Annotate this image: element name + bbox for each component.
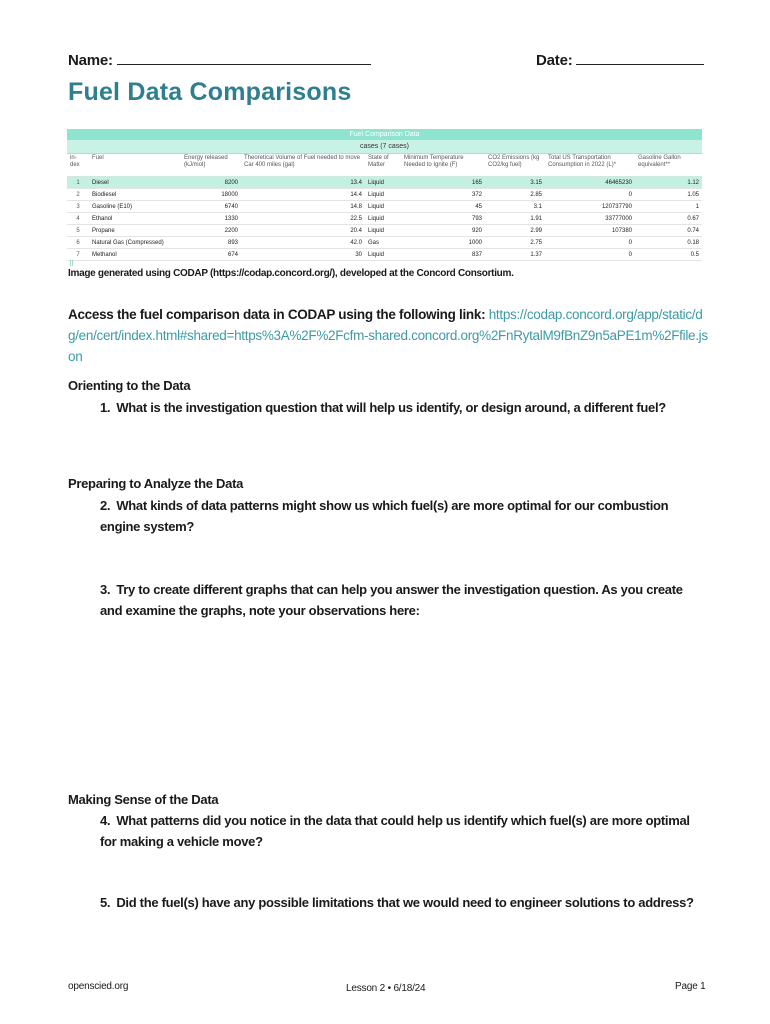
date-label: Date: — [536, 52, 573, 69]
table-cell: Liquid — [365, 177, 401, 189]
table-column-header: CO2 Emissions (kg CO2/kg fuel) — [485, 154, 545, 177]
footer-page-number: Page 1 — [675, 981, 706, 992]
drag-handle-icon: ⠿ — [69, 261, 75, 268]
table-cell: 2.85 — [485, 189, 545, 201]
page-title: Fuel Data Comparisons — [68, 78, 352, 106]
table-column-header: Theoretical Volume of Fuel needed to move Car 400 miles (gal) — [241, 154, 365, 177]
table-row — [67, 249, 702, 261]
fuel-data-table — [67, 154, 702, 261]
table-cell: Liquid — [365, 201, 401, 213]
question-number: 5. — [100, 895, 111, 910]
table-cell: 920 — [401, 225, 485, 237]
table-cell: 3.1 — [485, 201, 545, 213]
table-column-header: Total US Transportation Consumption in 2022 (L)* — [545, 154, 635, 177]
table-cell: 1.12 — [635, 177, 702, 189]
name-label: Name: — [68, 52, 113, 69]
question-number: 2. — [100, 498, 111, 513]
table-cell: 5 — [67, 225, 89, 237]
table-cell: Gasoline (E10) — [89, 201, 181, 213]
question-number: 3. — [100, 582, 111, 597]
table-cell: 1000 — [401, 237, 485, 249]
table-cell: 372 — [401, 189, 485, 201]
access-text: Access the fuel comparison data in CODAP using the following link: — [68, 307, 489, 322]
table-cell: 0.67 — [635, 213, 702, 225]
question-4 — [100, 810, 708, 852]
table-cell: Liquid — [365, 249, 401, 261]
question-3 — [100, 579, 708, 621]
question-text: Try to create different graphs that can help you answer the investigation question. As you create and examine the graphs, note your observations here: — [100, 582, 683, 618]
table-title: Fuel Comparison Data — [67, 129, 702, 140]
table-cell: 793 — [401, 213, 485, 225]
table-column-header: in-dex — [67, 154, 89, 177]
section-orienting: Orienting to the Data — [68, 378, 191, 393]
section-preparing: Preparing to Analyze the Data — [68, 476, 244, 491]
table-cell: 1 — [635, 201, 702, 213]
question-text: What kinds of data patterns might show us which fuel(s) are more optimal for our combustion engine system? — [100, 498, 669, 534]
table-cell: Natural Gas (Compressed) — [89, 237, 181, 249]
table-row — [67, 201, 702, 213]
table-cell: 165 — [401, 177, 485, 189]
table-cell: 120737790 — [545, 201, 635, 213]
table-cell: 6 — [67, 237, 89, 249]
table-cell: 20.4 — [241, 225, 365, 237]
question-text: What patterns did you notice in the data that could help us identify which fuel(s) are more optimal for making a vehicle move? — [100, 813, 690, 849]
table-cell: 1.91 — [485, 213, 545, 225]
table-cell: 2200 — [181, 225, 241, 237]
name-field — [68, 50, 371, 69]
table-cell: 33777000 — [545, 213, 635, 225]
table-cell: Biodiesel — [89, 189, 181, 201]
question-number: 1. — [100, 400, 111, 415]
table-cell: 2.75 — [485, 237, 545, 249]
table-cell: 107380 — [545, 225, 635, 237]
question-text: What is the investigation question that will help us identify, or design around, a different fuel? — [116, 400, 666, 415]
table-cell: 837 — [401, 249, 485, 261]
table-row — [67, 237, 702, 249]
table-cell: 1 — [67, 177, 89, 189]
table-cell: 893 — [181, 237, 241, 249]
codap-table-image — [67, 129, 702, 271]
table-cell: 8200 — [181, 177, 241, 189]
question-number: 4. — [100, 813, 111, 828]
table-cell: Liquid — [365, 189, 401, 201]
image-caption: Image generated using CODAP (https://codap.concord.org/), developed at the Concord Consortium. — [68, 268, 514, 279]
table-cell: 0.74 — [635, 225, 702, 237]
table-cell: Methanol — [89, 249, 181, 261]
table-cell: 14.4 — [241, 189, 365, 201]
table-cell: Gas — [365, 237, 401, 249]
table-cell: 2 — [67, 189, 89, 201]
table-body — [67, 177, 702, 261]
table-cell: Liquid — [365, 225, 401, 237]
table-column-header: Gasoline Gallon equivalent** — [635, 154, 702, 177]
footer-site: openscied.org — [68, 981, 129, 992]
table-cell: 1330 — [181, 213, 241, 225]
table-cell: 0 — [545, 249, 635, 261]
table-cell: 13.4 — [241, 177, 365, 189]
table-cell: 46465230 — [545, 177, 635, 189]
table-row — [67, 213, 702, 225]
name-blank-line — [117, 50, 371, 65]
codap-link[interactable]: https://codap.concord.org/app/static/dg/en/cert/index.html#shared=https%3A%2F%2Fcfm-shared.concord.org%2FnRytalM9fBnZ9n5aPE1m%2Ffile.json — [68, 307, 708, 364]
question-text: Did the fuel(s) have any possible limitations that we would need to engineer solutions to address? — [116, 895, 694, 910]
table-cell: 3.15 — [485, 177, 545, 189]
table-case-count: cases (7 cases) — [67, 140, 702, 154]
table-cell: 4 — [67, 213, 89, 225]
table-cell: 674 — [181, 249, 241, 261]
table-column-header: Fuel — [89, 154, 181, 177]
table-column-header: Minimum Temperature Needed to Ignite (F) — [401, 154, 485, 177]
table-cell: Liquid — [365, 213, 401, 225]
table-column-header: Energy released (kJ/mol) — [181, 154, 241, 177]
date-blank-line — [576, 50, 704, 65]
table-column-header: State of Matter — [365, 154, 401, 177]
table-cell: 30 — [241, 249, 365, 261]
table-cell: 0 — [545, 189, 635, 201]
table-cell: 1.05 — [635, 189, 702, 201]
table-header-row — [67, 154, 702, 177]
table-cell: Diesel — [89, 177, 181, 189]
table-cell: Ethanol — [89, 213, 181, 225]
table-cell: 14.8 — [241, 201, 365, 213]
question-1 — [100, 397, 708, 418]
table-cell: 0.5 — [635, 249, 702, 261]
table-cell: 3 — [67, 201, 89, 213]
table-cell: 7 — [67, 249, 89, 261]
table-cell: 2.99 — [485, 225, 545, 237]
table-cell: 22.5 — [241, 213, 365, 225]
table-cell: Propane — [89, 225, 181, 237]
table-cell: 45 — [401, 201, 485, 213]
section-making-sense: Making Sense of the Data — [68, 792, 219, 807]
table-cell: 1.37 — [485, 249, 545, 261]
table-row — [67, 177, 702, 189]
question-2 — [100, 495, 708, 537]
table-row — [67, 189, 702, 201]
table-cell: 0 — [545, 237, 635, 249]
access-paragraph — [68, 304, 708, 367]
footer-lesson: Lesson 2 • 6/18/24 — [346, 983, 426, 994]
question-5 — [100, 892, 708, 913]
table-cell: 18000 — [181, 189, 241, 201]
table-cell: 42.0 — [241, 237, 365, 249]
date-field — [536, 50, 704, 69]
table-cell: 0.18 — [635, 237, 702, 249]
table-row — [67, 225, 702, 237]
table-cell: 6740 — [181, 201, 241, 213]
